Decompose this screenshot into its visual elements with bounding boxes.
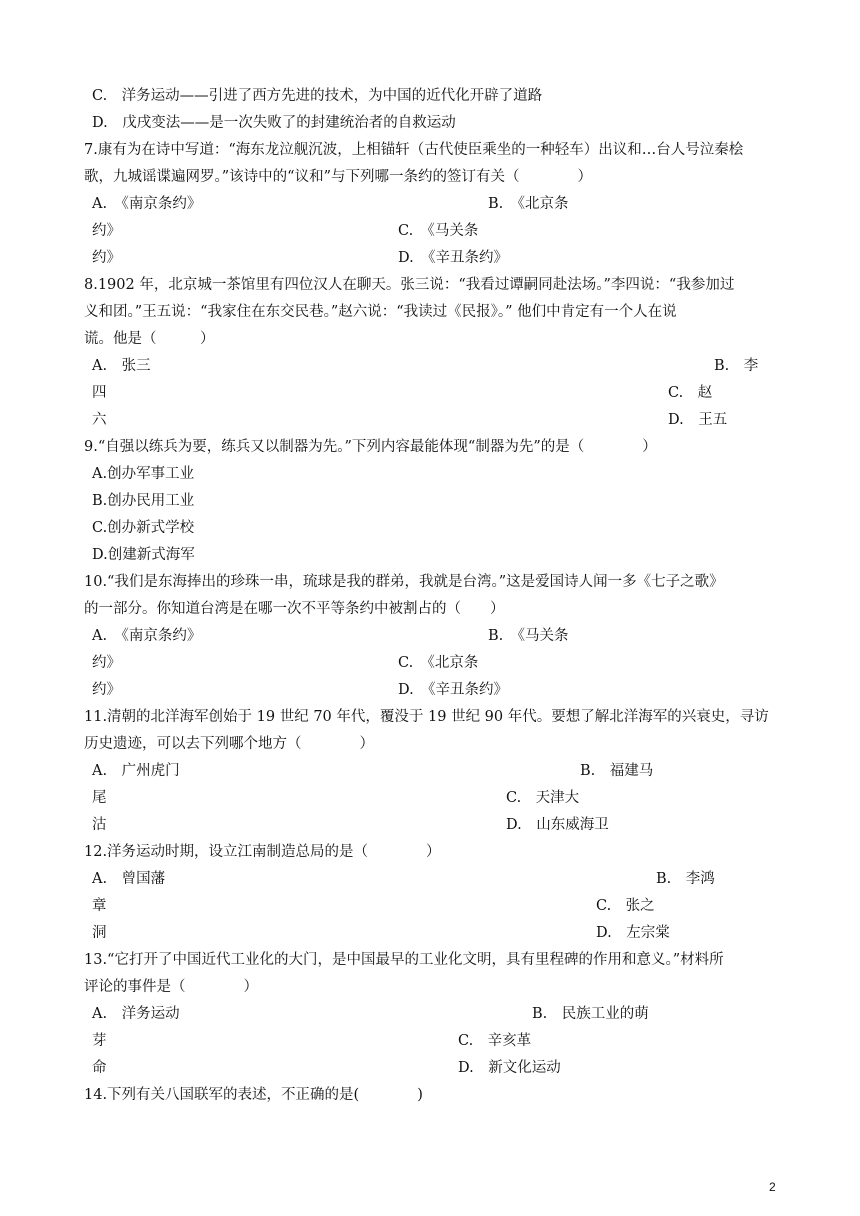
option-line: B. 《马关条	[488, 628, 569, 644]
option-line: C. 《北京条	[398, 655, 479, 671]
option-line: 洞	[92, 925, 107, 941]
option-line: B. 民族工业的萌	[532, 1006, 649, 1022]
option-line: C. 张之	[596, 898, 655, 914]
question-line: 8.1902 年，北京城一茶馆里有四位汉人在聊天。张三说：“我看过谭嗣同赴法场。”李四说：“我参加过	[84, 277, 735, 293]
option-line: C. 洋务运动——引进了西方先进的技术，为中国的近代化开辟了道路	[92, 88, 543, 104]
question-line: 历史遗迹，可以去下列哪个地方（ ）	[84, 736, 374, 752]
option-line: D.创建新式海军	[92, 547, 195, 563]
option-line: C.创办新式学校	[92, 520, 195, 536]
option-line: A. 《南京条约》	[92, 628, 202, 644]
option-line: 尾	[92, 790, 107, 806]
option-line: D. 《辛丑条约》	[398, 682, 508, 698]
option-line: D. 新文化运动	[458, 1060, 561, 1076]
option-line: 约》	[92, 223, 121, 239]
option-line: 六	[92, 412, 107, 428]
option-line: 芽	[92, 1033, 107, 1049]
question-line: 歌，九城谣谍遍网罗。”该诗中的“议和”与下列哪一条约的签订有关（ ）	[84, 169, 592, 185]
question-line: 评论的事件是（ ）	[84, 979, 258, 995]
option-line: D. 山东威海卫	[506, 817, 609, 833]
question-line: 11.清朝的北洋海军创始于 19 世纪 70 年代，覆没于 19 世纪 90 年代。要想了解北洋海军的兴衰史，寻访	[84, 709, 769, 725]
question-line: 7.康有为在诗中写道：“海东龙泣舰沉波，上相锚轩（古代使臣乘坐的一种轻车）出议和…台人号泣秦桧	[84, 142, 744, 158]
option-line: C. 辛亥革	[458, 1033, 532, 1049]
option-line: 章	[92, 898, 107, 914]
option-line: D. 左宗棠	[596, 925, 670, 941]
question-line: 12.洋务运动时期，设立江南制造总局的是（ ）	[84, 844, 441, 860]
option-line: A. 曾国藩	[92, 871, 166, 887]
question-line: 9.“自强以练兵为要，练兵又以制器为先。”下列内容最能体现“制器为先”的是（ ）	[84, 439, 657, 455]
option-line: B. 福建马	[580, 763, 654, 779]
question-line: 13.“它打开了中国近代工业化的大门，是中国最早的工业化文明，具有里程碑的作用和意义。”材料所	[84, 952, 724, 968]
option-line: C. 赵	[668, 385, 713, 401]
option-line: D. 《辛丑条约》	[398, 250, 508, 266]
question-line: 10.“我们是东海捧出的珍珠一串，琉球是我的群弟，我就是台湾。”这是爱国诗人闻一多《七子之歌》	[84, 574, 724, 590]
option-line: A.创办军事工业	[92, 466, 195, 482]
option-line: B. 李鸿	[656, 871, 715, 887]
option-line: B. 《北京条	[488, 196, 569, 212]
option-line: D. 戊戌变法——是一次失败了的封建统治者的自救运动	[92, 115, 456, 131]
page-number: 2	[769, 1180, 776, 1194]
option-line: D. 王五	[668, 412, 728, 428]
question-line: 14.下列有关八国联军的表述，不正确的是( )	[84, 1087, 423, 1103]
option-line: C. 天津大	[506, 790, 580, 806]
option-line: A. 《南京条约》	[92, 196, 202, 212]
option-line: A. 广州虎门	[92, 763, 180, 779]
option-line: B.创办民用工业	[92, 493, 195, 509]
option-line: B. 李	[714, 358, 759, 374]
question-line: 义和团。”王五说：“我家住在东交民巷。”赵六说：“我读过《民报》。” 他们中肯定有一个人在说	[84, 304, 677, 320]
option-line: 约》	[92, 250, 121, 266]
option-line: A. 洋务运动	[92, 1006, 180, 1022]
option-line: 命	[92, 1060, 107, 1076]
question-line: 谎。他是（ ）	[84, 331, 215, 347]
option-line: 四	[92, 385, 107, 401]
question-line: 的一部分。你知道台湾是在哪一次不平等条约中被割占的（ ）	[84, 601, 505, 617]
option-line: C. 《马关条	[398, 223, 479, 239]
option-line: 约》	[92, 682, 121, 698]
option-line: 沽	[92, 817, 107, 833]
option-line: A. 张三	[92, 358, 151, 374]
option-line: 约》	[92, 655, 121, 671]
